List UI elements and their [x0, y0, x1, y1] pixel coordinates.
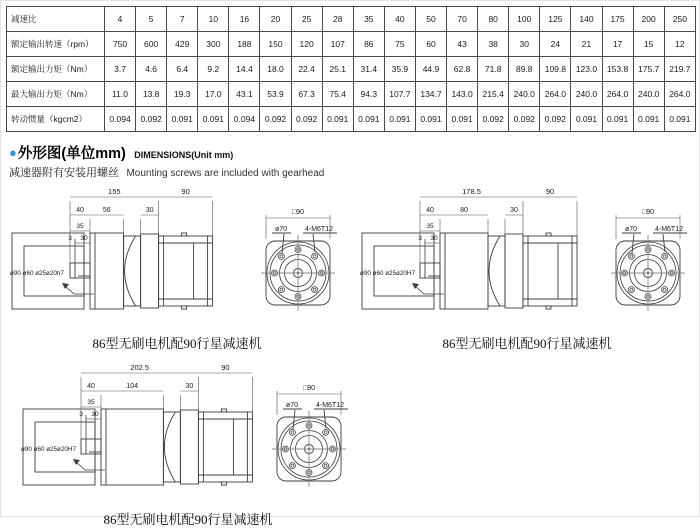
table-cell: 22.4 [291, 57, 322, 82]
table-cell: 0.091 [415, 107, 446, 132]
bolt-hole [628, 253, 634, 259]
table-cell: 80 [478, 7, 509, 32]
table-row [7, 82, 696, 107]
keyway-leader [64, 285, 94, 294]
holes-label: 4-M6T12 [315, 402, 345, 409]
table-cell: 0.092 [136, 107, 167, 132]
dim-label: 104 [126, 383, 139, 390]
table-cell: 240.0 [633, 82, 664, 107]
flange-square-label: □90 [302, 385, 316, 392]
table-row [7, 57, 696, 82]
bell-arc [489, 236, 500, 306]
diameter-labels: ø90 ø60 ø25ø20H7 [21, 446, 76, 453]
table-cell: 3.7 [105, 57, 136, 82]
table-cell: 21 [571, 32, 602, 57]
flange-square-label: □90 [291, 209, 305, 216]
gearhead-body [101, 409, 163, 485]
keyway-leader [414, 285, 444, 294]
table-cell: 0.091 [353, 107, 384, 132]
bullet-icon: ● [9, 145, 17, 160]
table-cell: 4.6 [136, 57, 167, 82]
table-cell: 300 [198, 32, 229, 57]
gearmotor-drawing-2 [356, 181, 698, 352]
drawing-views [6, 181, 348, 331]
bolt-hole-inner [324, 431, 327, 434]
table-cell: 40 [384, 7, 415, 32]
flange-view-drawing [262, 357, 357, 507]
table-cell: 10 [198, 7, 229, 32]
table-cell: 24 [540, 32, 571, 57]
dim-label: 35 [426, 223, 434, 230]
motor-tab [221, 482, 226, 485]
dim-label: 35 [87, 399, 95, 406]
motor-body [198, 412, 252, 482]
bolt-circle-label: ø70 [624, 226, 638, 233]
bolt-hole [289, 429, 295, 435]
table-cell: 264.0 [540, 82, 571, 107]
motor-tab [546, 306, 551, 309]
bolt-hole [289, 463, 295, 469]
bolt-hole-inner [324, 464, 327, 467]
bolt-hole-inner [663, 255, 666, 258]
flange-square-label: □90 [641, 209, 655, 216]
table-cell: 0.092 [540, 107, 571, 132]
flange-view-drawing [251, 181, 346, 331]
table-cell: 0.091 [664, 107, 695, 132]
table-cell: 18.0 [260, 57, 291, 82]
side-view-drawing [17, 357, 262, 507]
dim-label: 40 [426, 207, 434, 214]
table-cell: 13.8 [136, 82, 167, 107]
table-cell: 0.091 [384, 107, 415, 132]
bolt-hole-inner [630, 255, 633, 258]
table-cell: 43.1 [229, 82, 260, 107]
dim-label: 90 [221, 363, 230, 372]
mount-plate [141, 234, 159, 308]
flange-view-drawing [601, 181, 696, 331]
bolt-hole [312, 287, 318, 293]
table-cell: 17.0 [198, 82, 229, 107]
bell-housing [124, 236, 141, 306]
table-cell: 53.9 [260, 82, 291, 107]
drawing-caption: 86型无刷电机配90行星减速机 [103, 512, 273, 527]
motor-body [523, 236, 577, 306]
table-cell: 0.092 [260, 107, 291, 132]
dim-label: 35 [76, 223, 84, 230]
table-cell: 17 [602, 32, 633, 57]
bell-housing [488, 236, 505, 306]
motor-tab [182, 233, 187, 236]
table-cell: 188 [229, 32, 260, 57]
dim-label: 155 [108, 187, 121, 196]
section-subtitle-cn: 减速器附有安装用螺丝 [9, 167, 119, 179]
motor-body [159, 236, 213, 306]
table-cell: 250 [664, 7, 695, 32]
table-cell: 44.9 [415, 57, 446, 82]
holes-label: 4-M6T12 [304, 226, 334, 233]
table-row [7, 32, 696, 57]
table-cell: 0.091 [571, 107, 602, 132]
bolt-hole [278, 253, 284, 259]
bolt-hole [312, 253, 318, 259]
table-cell: 0.094 [229, 107, 260, 132]
table-cell: 9.2 [198, 57, 229, 82]
table-row [7, 107, 696, 132]
table-cell: 25.1 [322, 57, 353, 82]
table-cell: 62.8 [447, 57, 478, 82]
bolt-hole-inner [313, 255, 316, 258]
section-title-en: DIMENSIONS(Unit mm) [134, 150, 234, 160]
table-cell: 0.091 [198, 107, 229, 132]
table-cell: 0.092 [509, 107, 540, 132]
table-cell: 70 [447, 7, 478, 32]
drawing-views [17, 357, 359, 507]
table-cell: 35 [353, 7, 384, 32]
bolt-hole [662, 253, 668, 259]
motor-tab [221, 409, 226, 412]
dim-label: 30 [185, 383, 194, 390]
drawing-caption: 86型无刷电机配90行星减速机 [92, 336, 262, 351]
holes-label: 4-M6T12 [654, 226, 684, 233]
dim-label: 30 [430, 235, 438, 242]
section-subtitle-en: Mounting screws are included with gearhead [126, 168, 325, 179]
drawings-row-1 [6, 181, 698, 352]
table-cell: 35.9 [384, 57, 415, 82]
bolt-hole-inner [280, 255, 283, 258]
side-view-drawing [6, 181, 251, 331]
table-cell: 0.091 [322, 107, 353, 132]
table-cell: 6.4 [167, 57, 198, 82]
table-cell: 75.4 [322, 82, 353, 107]
diameter-labels: ø90 ø60 ø25ø20h7 [10, 270, 64, 277]
gearmotor-drawing-3 [17, 357, 359, 528]
bolt-hole-inner [280, 288, 283, 291]
gearhead-body [440, 233, 488, 309]
leader-line [282, 234, 284, 253]
table-cell: 429 [167, 32, 198, 57]
table-cell: 240.0 [571, 82, 602, 107]
table-cell: 89.8 [509, 57, 540, 82]
table-cell: 20 [260, 7, 291, 32]
table-cell: 175 [602, 7, 633, 32]
motor-tab [182, 306, 187, 309]
bolt-hole-inner [291, 431, 294, 434]
table-cell: 600 [136, 32, 167, 57]
table-cell: 12 [664, 32, 695, 57]
row-header: 额定输出转速（rpm） [7, 32, 105, 57]
spec-table [6, 6, 696, 132]
bolt-hole [278, 287, 284, 293]
table-cell: 7 [167, 7, 198, 32]
table-cell: 240.0 [509, 82, 540, 107]
table-cell: 143.0 [447, 82, 478, 107]
table-cell: 15 [633, 32, 664, 57]
table-cell: 150 [260, 32, 291, 57]
drawing-caption: 86型无刷电机配90行星减速机 [442, 336, 612, 351]
table-cell: 0.091 [633, 107, 664, 132]
bolt-hole [662, 287, 668, 293]
dim-label: 40 [87, 383, 95, 390]
dim-label: 40 [76, 207, 84, 214]
dim-label: 30 [145, 207, 154, 214]
dim-label: 202.5 [130, 363, 150, 372]
table-cell: 11.0 [105, 82, 136, 107]
table-cell: 4 [105, 7, 136, 32]
bolt-hole [323, 463, 329, 469]
table-cell: 0.092 [291, 107, 322, 132]
dim-label: 3 [418, 235, 422, 242]
bell-arc [164, 412, 175, 482]
table-cell: 134.7 [415, 82, 446, 107]
keyway-leader [75, 461, 105, 470]
dim-label: 30 [510, 207, 518, 214]
table-cell: 107 [322, 32, 353, 57]
table-cell: 175.7 [633, 57, 664, 82]
table-cell: 0.091 [167, 107, 198, 132]
table-cell: 215.4 [478, 82, 509, 107]
table-cell: 67.3 [291, 82, 322, 107]
section-title-cn: 外形图(单位mm) [17, 146, 126, 162]
row-header: 最大输出力矩（Nm） [7, 82, 105, 107]
table-cell: 123.0 [571, 57, 602, 82]
table-cell: 75 [384, 32, 415, 57]
leader-line [632, 234, 634, 253]
table-cell: 100 [509, 7, 540, 32]
dim-label: 30 [91, 411, 99, 418]
bolt-hole-inner [313, 288, 316, 291]
bell-arc [125, 236, 136, 306]
table-cell: 25 [291, 7, 322, 32]
table-cell: 28 [322, 7, 353, 32]
dim-label: 3 [79, 411, 83, 418]
table-cell: 86 [353, 32, 384, 57]
table-cell: 107.7 [384, 82, 415, 107]
table-row [7, 7, 696, 32]
table-cell: 125 [540, 7, 571, 32]
table-cell: 140 [571, 7, 602, 32]
table-cell: 94.3 [353, 82, 384, 107]
table-cell: 120 [291, 32, 322, 57]
table-cell: 50 [415, 7, 446, 32]
leader-line [293, 410, 295, 429]
bolt-hole [628, 287, 634, 293]
table-cell: 30 [509, 32, 540, 57]
dim-label: 178.5 [462, 187, 481, 196]
row-header: 转动惯量（kgcm2） [7, 107, 105, 132]
row-header: 额定输出力矩（Nm） [7, 57, 105, 82]
table-cell: 0.091 [602, 107, 633, 132]
table-cell: 0.091 [447, 107, 478, 132]
dim-label: 90 [181, 187, 190, 196]
bolt-circle-label: ø70 [274, 226, 288, 233]
bell-housing [163, 412, 180, 482]
dim-label: 30 [80, 235, 88, 242]
drawing-views [356, 181, 698, 331]
table-cell: 14.4 [229, 57, 260, 82]
table-cell: 19.3 [167, 82, 198, 107]
mount-plate [505, 234, 523, 308]
table-cell: 219.7 [664, 57, 695, 82]
dim-label: 56 [102, 207, 111, 214]
table-cell: 38 [478, 32, 509, 57]
drawings-row-2 [17, 357, 359, 528]
section-subtitle [9, 163, 324, 181]
mount-plate [180, 410, 198, 484]
side-view-drawing [356, 181, 601, 331]
bolt-hole-inner [291, 464, 294, 467]
dim-label: 3 [68, 235, 72, 242]
gearmotor-drawing-1 [6, 181, 348, 352]
table-cell: 0.094 [105, 107, 136, 132]
dim-label: 90 [545, 187, 555, 196]
table-cell: 0.092 [478, 107, 509, 132]
table-cell: 5 [136, 7, 167, 32]
table-cell: 264.0 [602, 82, 633, 107]
bolt-hole-inner [663, 288, 666, 291]
table-cell: 16 [229, 7, 260, 32]
row-header: 减速比 [7, 7, 105, 32]
table-cell: 71.8 [478, 57, 509, 82]
bolt-hole-inner [630, 288, 633, 291]
bolt-hole [323, 429, 329, 435]
dim-label: 80 [460, 207, 468, 214]
diameter-labels: ø90 ø60 ø25ø20H7 [360, 270, 415, 277]
bolt-circle-label: ø70 [285, 402, 299, 409]
table-cell: 264.0 [664, 82, 695, 107]
table-cell: 200 [633, 7, 664, 32]
table-cell: 60 [415, 32, 446, 57]
table-cell: 31.4 [353, 57, 384, 82]
table-cell: 750 [105, 32, 136, 57]
motor-tab [546, 233, 551, 236]
table-cell: 109.8 [540, 57, 571, 82]
table-cell: 153.8 [602, 57, 633, 82]
section-header [9, 142, 233, 163]
table-cell: 43 [447, 32, 478, 57]
